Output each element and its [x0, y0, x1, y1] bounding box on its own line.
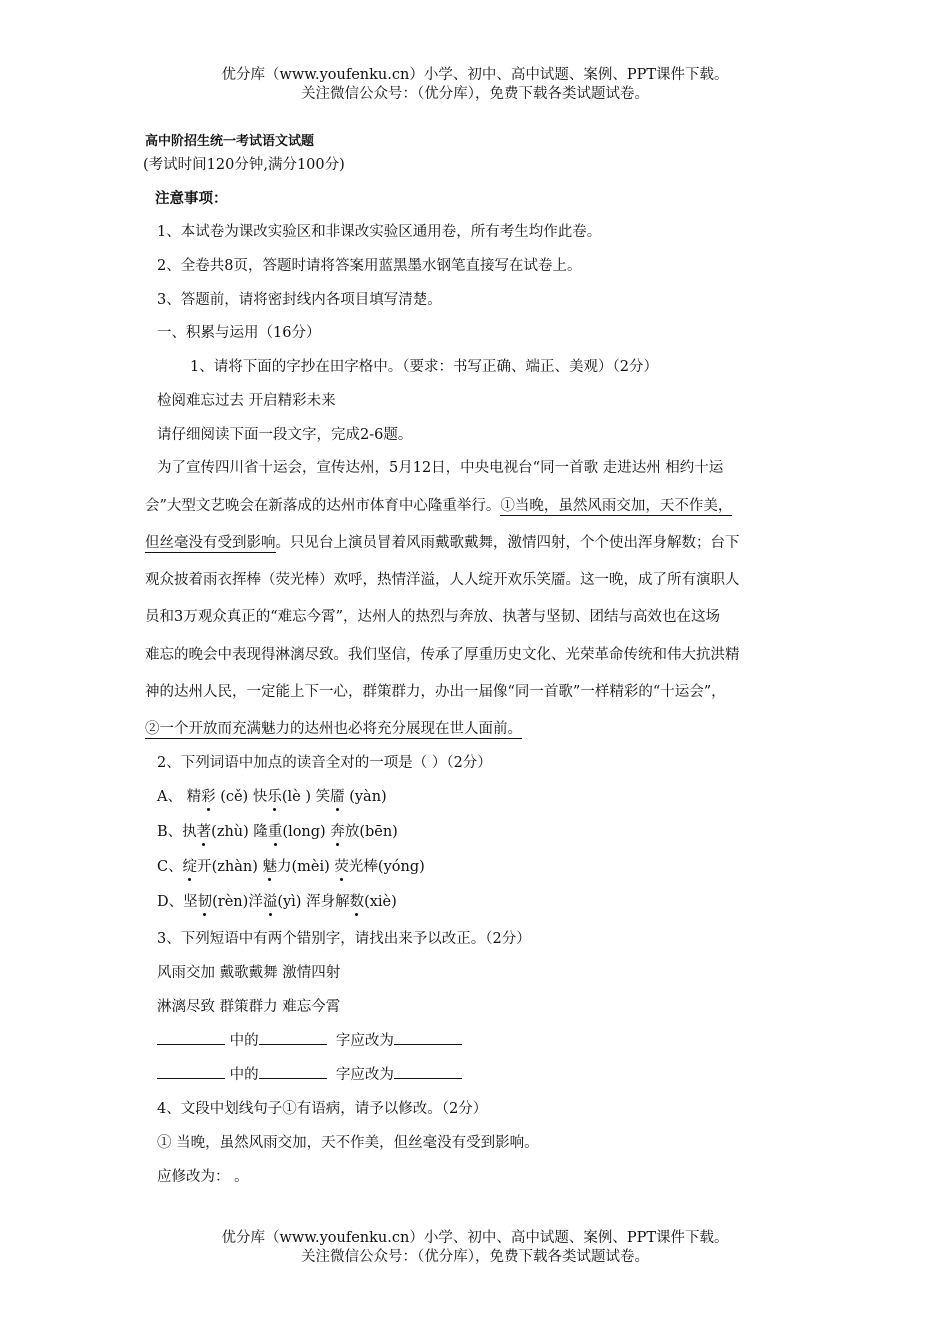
option-c-pinyin-1: (zhàn)	[211, 859, 263, 875]
section-1-heading: 一、积累与运用（16分）	[157, 325, 321, 341]
notice-item-3: 3、答题前，请将密封线内各项目填写清楚。	[157, 292, 442, 308]
option-c-pinyin-2: (mèi)	[291, 859, 335, 875]
header-line-1: 优分库（www.youfenku.cn）小学、初中、高中试题、案例、PPT课件下载。	[221, 67, 729, 83]
option-b-dotted-2: 重	[267, 824, 283, 840]
passage-line-1: 为了宣传四川省十运会，宣传达州，5月12日，中央电视台“同一首歌 走进达州 相约十运	[157, 460, 724, 476]
question-4-sentence: ① 当晚，虽然风雨交加，天不作美，但丝毫没有受到影响。	[157, 1135, 539, 1151]
option-d-dotted-2: 溢	[262, 894, 278, 910]
option-a-label: A、	[157, 789, 182, 805]
fill-label-end-2: 字应改为	[331, 1067, 394, 1083]
option-c-dotted-1: 绽	[182, 859, 198, 875]
reading-instruction: 请仔细阅读下面一段文字，完成2-6题。	[157, 427, 413, 443]
question-3-stem: 3、下列短语中有两个错别字，请找出来予以改正。（2分）	[157, 931, 531, 947]
question-2-option-d	[157, 890, 397, 911]
question-4-answer-label: 应修改为： 。	[157, 1169, 249, 1185]
option-b-word-1: 执	[182, 824, 197, 840]
blank-wrong-char-1[interactable]	[259, 1030, 327, 1045]
blank-wrong-phrase-1[interactable]	[157, 1030, 225, 1045]
option-a-pinyin-2: (lè )	[281, 789, 316, 805]
question-3-answer-row-1	[157, 1029, 462, 1050]
option-c-word-3: 光棒	[348, 859, 378, 875]
option-c-dotted-3: 荧	[334, 859, 349, 875]
exam-time-note: (考试时间120分钟,满分100分)	[143, 157, 345, 173]
option-d-word-3: 浑身解	[306, 894, 350, 910]
question-1-text: 检阅难忘过去 开启精彩未来	[157, 393, 336, 409]
option-d-dotted-1: 韧	[197, 894, 213, 910]
option-a-pinyin-3: (yàn)	[344, 789, 387, 805]
passage-line-2	[145, 494, 732, 515]
option-b-label: B、	[157, 824, 183, 840]
option-a-word-1: 精	[186, 789, 202, 805]
option-b-dotted-1: 著	[196, 824, 212, 840]
option-b-word-2: 隆	[253, 824, 268, 840]
header-line-2: 关注微信公众号：（优分库），免费下载各类试题试卷。	[301, 86, 649, 102]
footer-line-2: 关注微信公众号：（优分库），免费下载各类试题试卷。	[301, 1249, 649, 1265]
option-d-word-1: 坚	[183, 894, 198, 910]
page-footer	[0, 1229, 950, 1267]
option-b-pinyin-2: (long)	[282, 824, 331, 840]
notice-item-2: 2、全卷共8页，答题时请将答案用蓝黑墨水钢笔直接写在试卷上。	[157, 258, 582, 274]
footer-line-1: 优分库（www.youfenku.cn）小学、初中、高中试题、案例、PPT课件下载。	[221, 1230, 729, 1246]
passage-line-2-text: 会”大型文艺晚会在新落成的达州市体育中心隆重举行。	[145, 498, 501, 514]
question-3-line-1: 风雨交加 戴歌戴舞 激情四射	[157, 965, 341, 981]
option-b-dotted-3: 奔	[330, 824, 345, 840]
question-4-stem: 4、文段中划线句子①有语病，请予以修改。（2分）	[157, 1101, 488, 1117]
question-3-answer-row-2	[157, 1063, 462, 1084]
passage-line-7: 神的达州人民，一定能上下一心，群策群力，办出一届像“同一首歌”一样精彩的“十运会”，	[145, 684, 726, 700]
option-c-dotted-2: 魅	[262, 859, 277, 875]
option-b-pinyin-3: (bēn)	[359, 824, 398, 840]
fill-label-end-1: 字应改为	[331, 1033, 394, 1049]
option-a-pinyin-1: (cě)	[215, 789, 253, 805]
passage-line-5: 员和3万观众真正的“难忘今霄”，达州人的热烈与奔放、执著与坚韧、团结与高效也在这场	[145, 609, 721, 625]
blank-correct-char-1[interactable]	[394, 1030, 462, 1045]
exam-title: 高中阶招生统一考试语文试题	[145, 134, 315, 149]
question-2-stem: 2、下列词语中加点的读音全对的一项是（ ）（2分）	[157, 755, 492, 771]
option-a-word-3: 笑	[315, 789, 331, 805]
option-b-pinyin-1: (zhù)	[211, 824, 254, 840]
fill-label-mid-2: 中的	[225, 1067, 259, 1083]
question-1: 1、请将下面的字抄在田字格中。（要求：书写正确、端正、美观）（2分）	[190, 359, 658, 375]
question-2-option-b	[157, 820, 398, 841]
option-a-word-2: 快	[252, 789, 268, 805]
blank-correct-char-2[interactable]	[394, 1064, 462, 1079]
option-d-pinyin-3: (xiè)	[364, 894, 397, 910]
option-c-pinyin-3: (yóng)	[377, 859, 425, 875]
blank-wrong-char-2[interactable]	[259, 1064, 327, 1079]
option-d-word-2: 洋	[248, 894, 263, 910]
option-c-word-1: 开	[197, 859, 212, 875]
option-c-label: C、	[157, 859, 183, 875]
option-d-pinyin-2: (yì)	[277, 894, 307, 910]
underlined-sentence-2: ②一个开放而充满魅力的达州也必将充分展现在世人面前。	[145, 721, 522, 737]
option-a-dotted-1: 彩	[201, 789, 216, 805]
underlined-sentence-1-part-2: 但丝毫没有受到影响	[145, 535, 276, 551]
passage-line-6: 难忘的晚会中表现得淋漓尽致。我们坚信，传承了厚重历史文化、光荣革命传统和伟大抗洪精	[145, 647, 740, 663]
passage-line-8	[145, 717, 522, 738]
notice-heading: 注意事项：	[155, 190, 228, 207]
question-2-option-a	[157, 785, 387, 806]
underlined-sentence-1-part-1: ①当晚，虽然风雨交加，天不作美，	[500, 498, 733, 514]
passage-line-3-text: 。只见台上演员冒着风雨戴歌戴舞，激情四射，个个使出浑身解数；台下	[275, 535, 740, 551]
fill-label-mid-1: 中的	[225, 1033, 259, 1049]
option-d-label: D、	[157, 894, 184, 910]
option-d-pinyin-1: (rèn)	[212, 894, 249, 910]
notice-item-1: 1、本试卷为课改实验区和非课改实验区通用卷，所有考生均作此卷。	[157, 224, 602, 240]
question-3-line-2: 淋漓尽致 群策群力 难忘今霄	[157, 999, 341, 1015]
page-header	[0, 66, 950, 104]
passage-line-4: 观众披着雨衣挥棒（荧光棒）欢呼，热情洋溢，人人绽开欢乐笑靥。这一晚，成了所有演职人	[145, 572, 740, 588]
option-a-dotted-3: 靥	[330, 789, 345, 805]
blank-wrong-phrase-2[interactable]	[157, 1064, 225, 1079]
passage-line-3	[145, 531, 740, 552]
option-a-dotted-2: 乐	[267, 789, 282, 805]
question-2-option-c	[157, 855, 425, 876]
option-d-dotted-3: 数	[349, 894, 365, 910]
option-b-word-3: 放	[344, 824, 360, 840]
option-c-word-2: 力	[277, 859, 292, 875]
